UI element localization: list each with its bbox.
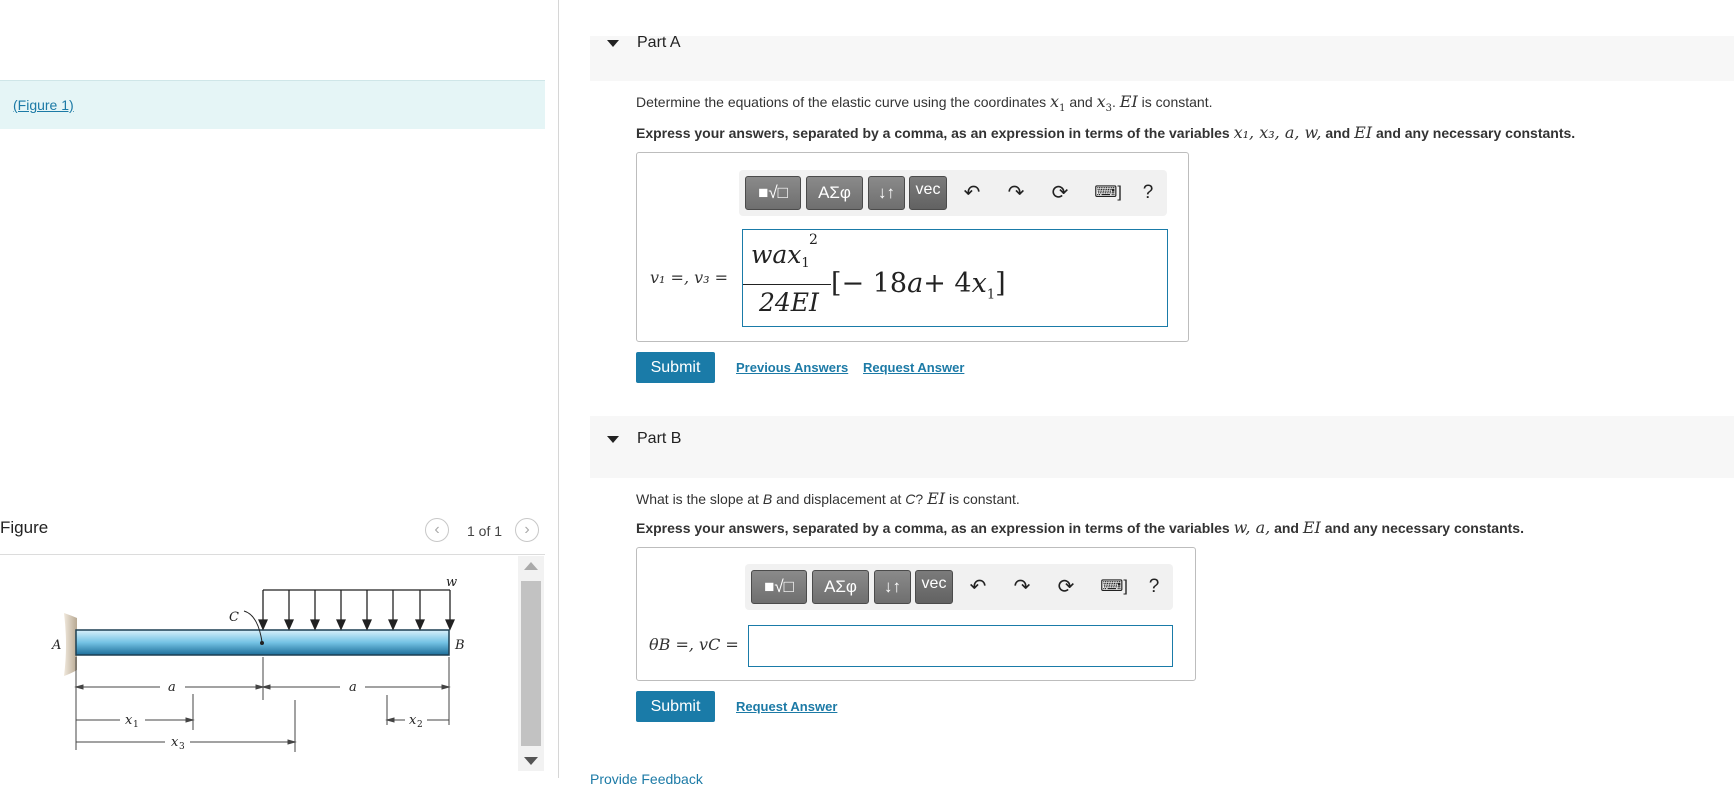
prompt-var-ei: EI — [1119, 92, 1138, 111]
caret-down-icon[interactable] — [607, 40, 619, 47]
label-x3-sub: 3 — [179, 742, 185, 752]
keyboard-icon[interactable]: ⌨] — [1100, 578, 1128, 595]
redo-icon[interactable]: ↷ — [1007, 182, 1025, 204]
reset-icon[interactable]: ⟳ — [1057, 576, 1075, 598]
prompt-var-x3: x — [1096, 92, 1106, 111]
subscript-superscript-button[interactable]: ↓↑ — [874, 570, 911, 604]
instruction-vars: w, a, — [1233, 518, 1271, 537]
label-x3: x — [171, 735, 179, 750]
help-button[interactable]: ? — [1142, 182, 1154, 203]
label-c-point: C — [229, 610, 239, 625]
reset-icon[interactable]: ⟳ — [1051, 182, 1069, 204]
answer-bracket-close: ] — [995, 268, 1006, 299]
scroll-down-arrow-icon[interactable] — [524, 757, 538, 765]
answer-numerator-sup: 2 — [809, 232, 818, 248]
fraction-bar — [743, 284, 831, 285]
part-a-answer-box — [636, 152, 1189, 342]
prompt-var-x3-sub: 3 — [1105, 102, 1112, 114]
part-b-request-answer-link[interactable]: Request Answer — [736, 699, 838, 714]
pane-divider[interactable] — [558, 0, 559, 778]
part-b-answer-input[interactable] — [748, 625, 1173, 667]
part-a-header[interactable] — [590, 36, 1734, 81]
part-b-submit-button[interactable]: Submit — [636, 691, 715, 722]
prompt-point-c: C — [905, 491, 916, 507]
dimension-lines — [76, 657, 449, 752]
prompt-text-and: and — [1069, 94, 1093, 110]
part-a-answer-input[interactable] — [742, 229, 1168, 327]
part-a-title: Part A — [637, 34, 681, 51]
part-a-prompt — [636, 92, 1212, 114]
keyboard-icon[interactable]: ⌨] — [1094, 184, 1122, 201]
fixed-support — [64, 613, 77, 676]
prompt-text-mid: and displacement at — [776, 491, 902, 507]
answer-bracket-expression — [831, 268, 1006, 302]
prompt-text: Determine the equations of the elastic curve using the coordinates — [636, 94, 1047, 110]
answer-bracket-x: x — [971, 268, 987, 299]
instruction-and: and — [1274, 520, 1299, 536]
part-b-instruction — [636, 518, 1524, 537]
greek-letters-button[interactable]: ΑΣφ — [806, 176, 863, 210]
prompt-point-b: B — [762, 491, 773, 507]
greek-letters-button[interactable]: ΑΣφ — [812, 570, 869, 604]
distributed-load — [259, 590, 454, 629]
label-x1: x — [125, 713, 133, 728]
answer-numerator-sub: 1 — [801, 256, 810, 272]
vector-button[interactable]: vec — [915, 570, 953, 604]
part-a-instruction — [636, 123, 1575, 142]
undo-icon[interactable]: ↶ — [963, 182, 981, 204]
label-x1-sub: 1 — [133, 720, 139, 730]
prompt-var-x1: x — [1050, 92, 1060, 111]
label-a-point: A — [52, 638, 62, 653]
prompt-dot: . — [1111, 94, 1116, 110]
part-b-title: Part B — [637, 430, 682, 447]
beam-diagram — [0, 560, 515, 755]
help-button[interactable]: ? — [1148, 576, 1160, 597]
prompt-text: What is the slope at — [636, 491, 759, 507]
prompt-text-end: is constant. — [1141, 94, 1213, 110]
prompt-var-x1-sub: 1 — [1059, 102, 1066, 114]
instruction-var-ei: EI — [1354, 123, 1373, 142]
instruction-var-ei: EI — [1302, 518, 1321, 537]
prompt-var-ei: EI — [927, 489, 946, 508]
label-w: w — [446, 575, 458, 590]
part-b-prompt — [636, 489, 1020, 508]
chevron-left-icon[interactable]: ‹ — [425, 518, 449, 542]
answer-denominator: 24EI — [759, 288, 819, 317]
provide-feedback-link[interactable]: Provide Feedback — [590, 771, 703, 787]
figure-link[interactable]: (Figure 1) — [13, 97, 74, 113]
caret-down-icon[interactable] — [607, 436, 619, 443]
label-a-dim-2: a — [349, 680, 357, 695]
part-a-variable-label: v₁ =, v₃ = — [650, 268, 729, 287]
templates-button[interactable]: ■√□ — [745, 176, 801, 210]
figure-scrollbar[interactable] — [518, 556, 544, 771]
figure-link-bar — [0, 80, 545, 129]
answer-bracket-open: [− 18 — [831, 268, 908, 299]
figure-panel — [0, 0, 558, 778]
vector-button[interactable]: vec — [909, 176, 947, 210]
answer-bracket-x-sub: 1 — [986, 287, 996, 303]
part-b-toolbar — [745, 564, 1173, 610]
figure-divider — [0, 554, 545, 555]
answer-bracket-a: a — [907, 268, 924, 299]
instruction-text-end: and any necessary constants. — [1375, 125, 1576, 141]
answer-bracket-plus: + 4 — [923, 268, 972, 299]
pager-count: 1 of 1 — [467, 523, 503, 539]
previous-answers-link[interactable]: Previous Answers — [736, 360, 849, 375]
scroll-thumb[interactable] — [521, 581, 541, 746]
instruction-text: Express your answers, separated by a comma, as an expression in terms of the variables — [636, 520, 1230, 536]
label-x2: x — [409, 713, 417, 728]
label-x2-sub: 2 — [417, 720, 423, 730]
part-b-variable-label: θB =, vC = — [649, 635, 739, 654]
prompt-text-end: is constant. — [948, 491, 1020, 507]
redo-icon[interactable]: ↷ — [1013, 576, 1031, 598]
undo-icon[interactable]: ↶ — [969, 576, 987, 598]
part-b-header[interactable] — [590, 416, 1734, 478]
part-b-answer-box — [636, 547, 1196, 681]
scroll-up-arrow-icon[interactable] — [524, 562, 538, 570]
instruction-and: and — [1325, 125, 1351, 141]
instruction-text-end: and any necessary constants. — [1324, 520, 1524, 536]
label-b-point: B — [455, 638, 465, 653]
part-a-toolbar — [739, 170, 1167, 216]
instruction-vars: x₁, x₃, a, w, — [1233, 123, 1322, 142]
subscript-superscript-button[interactable]: ↓↑ — [868, 176, 905, 210]
label-a-dim-1: a — [168, 680, 176, 695]
templates-button[interactable]: ■√□ — [751, 570, 807, 604]
instruction-text: Express your answers, separated by a comma, as an expression in terms of the variables — [636, 125, 1230, 141]
answer-numerator: wax — [751, 240, 802, 269]
part-a-submit-button[interactable]: Submit — [636, 352, 715, 383]
prompt-question-mark: ? — [915, 491, 924, 507]
part-a-request-answer-link[interactable]: Request Answer — [863, 360, 965, 375]
figure-heading: Figure — [0, 518, 49, 537]
chevron-right-icon[interactable]: › — [515, 518, 539, 542]
